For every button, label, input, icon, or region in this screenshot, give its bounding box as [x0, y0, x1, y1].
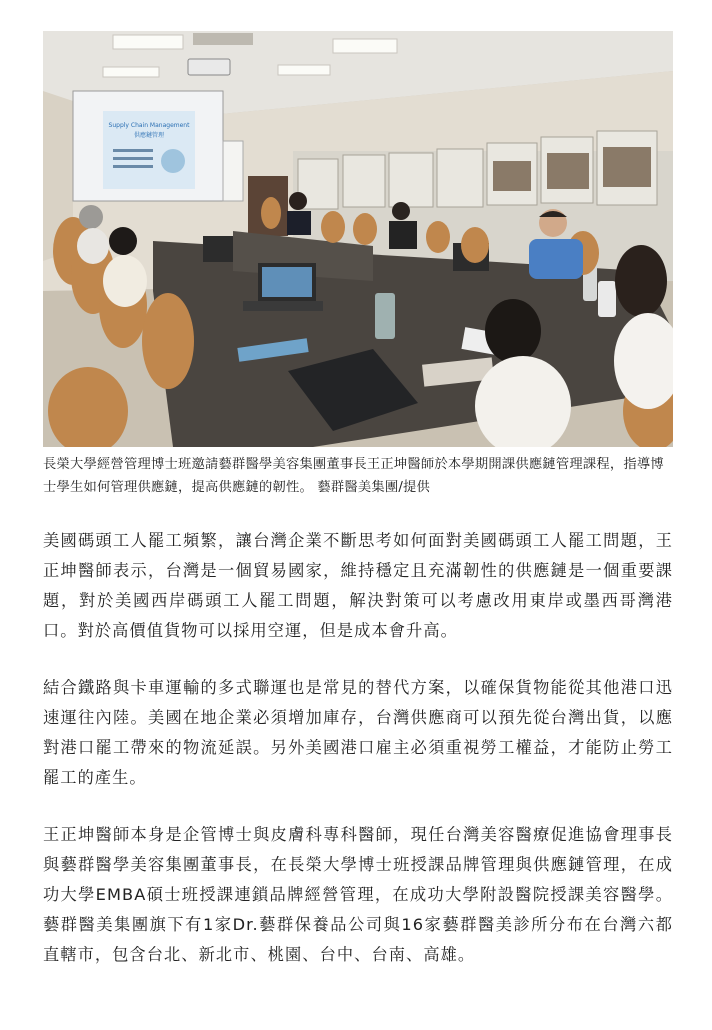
photo-caption: 長榮大學經營管理博士班邀請藝群醫學美容集團董事長王正坤醫師於本學期開課供應鏈管理課程，指導博士學生如何管理供應鏈，提高供應鏈的韌性。 藝群醫美集團/提供	[43, 457, 664, 495]
article-paragraph: 結合鐵路與卡車運輸的多式聯運也是常見的替代方案，以確保貨物能從其他港口迅速運往內陸。美國在地企業必須增加庫存，台灣供應商可以預先從台灣出貨，以應對港口罷工帶來的物流延誤。另外美國港口雇主必須重視勞工權益，才能防止勞工罷工的產生。	[43, 678, 673, 787]
screen-subtitle: 供應鏈管理	[133, 132, 165, 139]
screen-title: Supply Chain Management	[108, 122, 190, 129]
article-photo	[43, 31, 673, 447]
article-paragraph: 美國碼頭工人罷工頻繁，讓台灣企業不斷思考如何面對美國碼頭工人罷工問題，王正坤醫師表示，台灣是一個貿易國家，維持穩定且充滿韌性的供應鏈是一個重要課題，對於美國西岸碼頭工人罷工問題，解決對策可以考慮改用東岸或墨西哥灣港口。對於高價值貨物可以採用空運，但是成本會升高。	[43, 531, 673, 640]
article-paragraph: 王正坤醫師本身是企管博士與皮膚科專科醫師，現任台灣美容醫療促進協會理事長與藝群醫學美容集團董事長，在長榮大學博士班授課品牌管理與供應鏈管理，在成功大學EMBA碩士班授課連鎖品牌經營管理，在成功大學附設醫院授課美容醫學。藝群醫美集團旗下有1家Dr.藝群保養品公司與16家藝群醫美診所分布在台灣六都直轄市，包含台北、新北市、桃園、台中、台南、高雄。	[43, 825, 673, 964]
